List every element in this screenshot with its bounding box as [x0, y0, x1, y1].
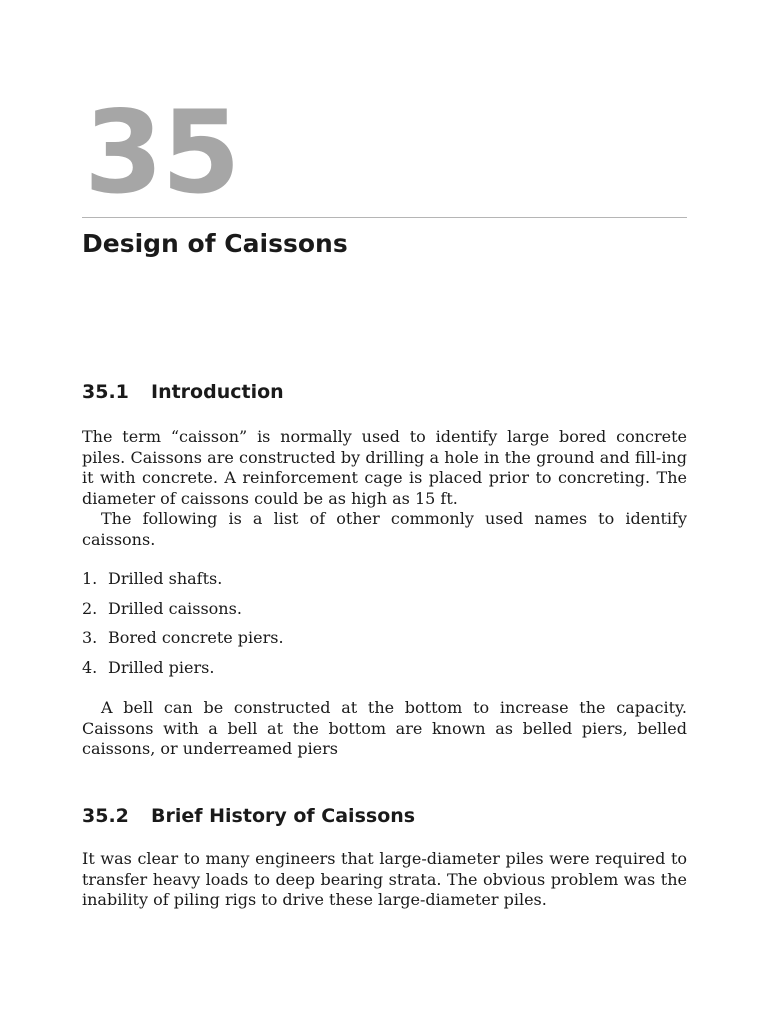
list-item-text: Drilled piers.: [108, 657, 215, 677]
list-item-text: Bored concrete piers.: [108, 628, 284, 647]
list-item: [82, 599, 284, 629]
section-number: 35.1: [82, 381, 129, 403]
section-number: 35.2: [82, 805, 129, 827]
section-title: Introduction: [151, 381, 284, 403]
chapter-title: Design of Caissons: [82, 229, 348, 258]
chapter-divider: [82, 217, 687, 218]
list-item-text: Drilled caissons.: [108, 598, 242, 618]
list-item: [82, 569, 284, 599]
list-marker: 1.: [82, 569, 98, 588]
paragraph: It was clear to many engineers that large-diameter piles were required to transfer heavy loads to deep bearing strata. The obvious problem was the inability of piling rigs to drive these large-diameter piles.: [82, 849, 687, 909]
list-item-text: Drilled shafts.: [108, 569, 223, 588]
paragraph: The following is a list of other commonly used names to identify caissons.: [82, 509, 687, 549]
list-item: [82, 658, 284, 688]
list-marker: 3.: [82, 628, 98, 647]
list-item: [82, 628, 284, 658]
chapter-number: 35: [84, 86, 239, 219]
section-heading-brief-history: [82, 804, 415, 828]
list-marker: 4.: [82, 657, 98, 677]
list-marker: 2.: [82, 598, 98, 618]
paragraph: A bell can be constructed at the bottom to increase the capacity. Caissons with a bell at the bottom are known as belled piers, belled caissons, or underreamed piers: [82, 698, 687, 758]
names-list: [82, 569, 284, 687]
section-title: Brief History of Caissons: [151, 805, 416, 827]
paragraph: The term “caisson” is normally used to identify large bored concrete piles. Caissons are constructed by drilling a hole in the ground and fill-ing it with concrete. A reinforcement cage is placed prior to concreting. The diameter of caissons could be as high as 15 ft.: [82, 427, 687, 508]
section-heading-introduction: [82, 380, 284, 404]
